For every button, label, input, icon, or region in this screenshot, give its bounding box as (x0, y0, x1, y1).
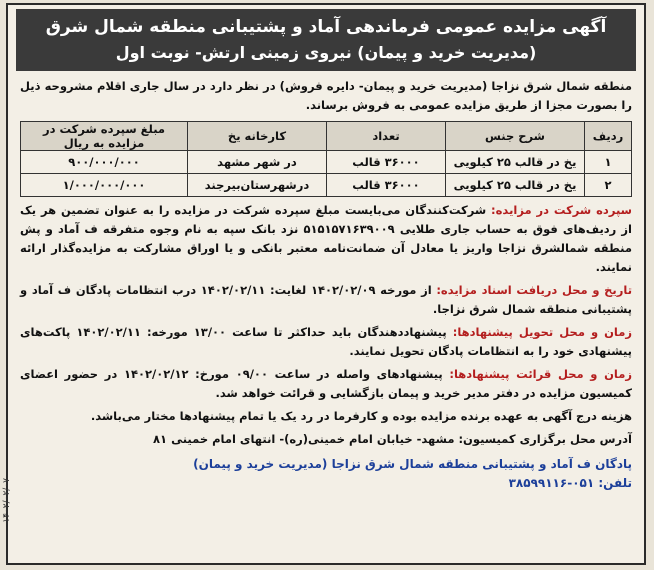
section-title: زمان و محل قرائت پیشنهادها: (449, 367, 632, 381)
footer-org: پادگان ف آماد و پشتیبانی منطقه شمال شرق نزاجا (مدیریت خرید و پیمان) (193, 457, 632, 471)
notice-footer (20, 455, 632, 493)
section-title: سپرده شرکت در مزایده: (491, 203, 632, 217)
header-subtitle: (مدیریت خرید و پیمان) نیروی زمینی ارتش- نوبت اول (115, 43, 537, 62)
section-delivery (20, 323, 632, 361)
side-code: ۱۴۰۲/۰۲/۰۷ (2, 478, 12, 523)
table-row (21, 174, 632, 197)
cell-quantity: ۳۶۰۰۰ قالب (327, 151, 446, 174)
cell-row-num: ۱ (585, 151, 632, 174)
col-header-row-num: ردیف (585, 122, 632, 151)
section-body: شرکت‌کنندگان می‌بایست مبلغ سپرده شرکت در مزایده را به عنوان تضمین هر یک از ردیف‌های فوق به حساب جاری طلایی ۵۱۵۱۵۷۱۶۳۹۰۰۹ نزد بانک سپه به نام وجوه متفرقه ف آماد و پش منطقه شمالشرق نزاجا واریز یا معادل آن ضمانت‌نامه معتبر بانکی و یا اوراق مشارکت به مزایده‌گذار ارائه نمایند. (20, 203, 632, 274)
section-body: پیشنهادهای واصله در ساعت ۰۹/۰۰ مورخ: ۱۴۰۲/۰۲/۱۲ در حضور اعضای کمیسیون مزایده در دفتر مدیر خرید و پیمان بازگشایی و قرائت خواهد شد. (20, 367, 632, 400)
cell-row-num: ۲ (585, 174, 632, 197)
intro-text: منطقه شمال شرق نزاجا (مدیریت خرید و پیمان- دایره فروش) در نظر دارد در سال جاری اقلام مشروحه ذیل را بصورت مجزا از طریق مزایده عمومی به فروش برساند. (20, 79, 632, 112)
cell-description: یخ در قالب ۲۵ کیلویی (446, 151, 585, 174)
section-deposit (20, 201, 632, 277)
table-header-row (21, 122, 632, 151)
cell-factory: درشهرستان‌بیرجند (188, 174, 327, 197)
notice-page (2, 3, 646, 565)
header-title: آگهی مزایده عمومی فرماندهی آماد و پشتیبانی منطقه شمال شرق (45, 17, 607, 37)
items-table (20, 121, 632, 197)
footer-phone: تلفن: ۰۵۱-۳۸۵۹۹۱۱۶ (508, 476, 632, 490)
section-body: پیشنهاددهندگان باید حداکثر تا ساعت ۱۳/۰۰ مورخه: ۱۴۰۲/۰۲/۱۱ پاکت‌های پیشنهادی خود را به انتظامات پادگان تحویل نمایند. (20, 325, 632, 358)
cell-quantity: ۳۶۰۰۰ قالب (327, 174, 446, 197)
section-opening (20, 365, 632, 403)
section-body: از مورخه ۱۴۰۲/۰۲/۰۹ لغایت: ۱۴۰۲/۰۲/۱۱ درب انتظامات پادگان ف آماد و پشتیبانی منطقه شمال شرق نزاجا. (20, 283, 632, 316)
cell-factory: در شهر مشهد (188, 151, 327, 174)
cell-description: یخ در قالب ۲۵ کیلویی (446, 174, 585, 197)
address-text: آدرس محل برگزاری کمیسیون: مشهد- خیابان امام خمینی(ره)- انتهای امام خمینی ۸۱ (153, 432, 632, 446)
cell-deposit: ۱/۰۰۰/۰۰۰/۰۰۰ (21, 174, 188, 197)
section-title: تاریخ و محل دریافت اسناد مزایده: (436, 283, 633, 297)
table-row (21, 151, 632, 174)
section-documents (20, 281, 632, 319)
notice-header (16, 9, 636, 71)
col-header-factory: کارخانه یخ (188, 122, 327, 151)
col-header-deposit: مبلغ سپرده شرکت در مزایده به ریال (21, 122, 188, 151)
cell-deposit: ۹۰۰/۰۰۰/۰۰۰ (21, 151, 188, 174)
col-header-quantity: تعداد (327, 122, 446, 151)
section-title: زمان و محل تحویل پیشنهادها: (452, 325, 632, 339)
col-header-description: شرح جنس (446, 122, 585, 151)
note-text: هزینه درج آگهی به عهده برنده مزایده بوده و کارفرما در رد یک یا تمام پیشنهادها مختار می‌باشد. (90, 409, 632, 423)
